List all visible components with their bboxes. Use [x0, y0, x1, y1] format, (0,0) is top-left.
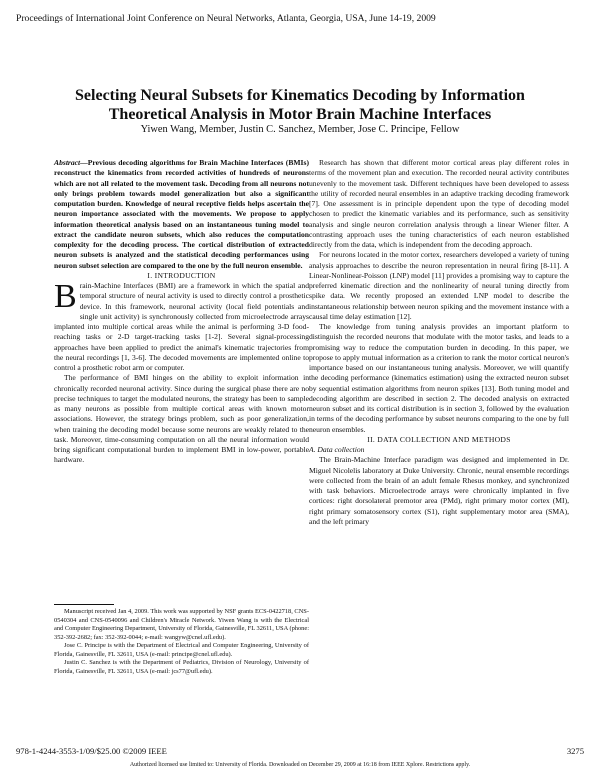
- author-line: Yiwen Wang, Member, Justin C. Sanchez, Member, Jose C. Principe, Fellow: [140, 124, 460, 135]
- section-heading-introduction: I. INTRODUCTION: [147, 270, 216, 280]
- intro-paragraph-1-text: rain-Machine Interfaces (BMI) are a framework in which the spatial and temporal structure of neural activity is used to directly control a prosthetic device. In this framework, neuronal activity (local field potentials and single unit activity) is synchronously collected from microelectrode arrays implanted into multiple cortical areas while the animal is performing 3-D food-reaching tasks or 2-D target-tracking tasks [1-2]. Several signal-processing approaches have been applied to predict the animal's kinematic trajectories from the neural recordings [1, 3-6]. The decoded movements are implemented online to control a prosthetic robot arm or computer.: [54, 281, 309, 372]
- footnote-sanchez: Justin C. Sanchez is with the Department of Pediatrics, Division of Neurology, University of Florida, Gainesville, FL 32611, USA (e-mail: jcs77@ufl.edu).: [54, 659, 309, 675]
- conference-header: Proceedings of International Joint Conference on Neural Networks, Atlanta, Georgia, USA, June 14-19, 2009: [16, 13, 436, 24]
- right-paragraph-2: For neurons located in the motor cortex, researchers developed a variety of tuning analysis approaches to describe the neuron representation in neural firing [8-11]. A Linear-Nonlinear-Poisson (LNP) model [11] provides a promising way to capture the preferred kinematic direction and the nonlinearity of neural tuning directly from spike data. We recently proposed an extended LNP model to describe the instantaneous relationship between neuron spiking and the movement instance with a causal time delay estimation [12].: [309, 250, 569, 321]
- license-notice: Authorized licensed use limited to: University of Florida. Downloaded on December 29, 2009 at 16:18 from IEEE Xplore. Restrictions apply.: [129, 762, 471, 768]
- abstract-text: —Previous decoding algorithms for Brain Machine Interfaces (BMIs) reconstruct the kinematics from recorded activities of hundreds of neurons which are not all related to the movement task. Decoding from all neurons not only brings problem towards model generalization but also a significant computation burden. Knowledge of neural receptive fields helps ascertain the neuron importance associated with the movements. We propose to apply information theoretical analysis based on an instantaneous tuning model to extract the candidate neuron subsets, which also reduces the computation complexity for the decoding process. The cortical distribution of extracted neuron subsets is analyzed and the statistical decoding performances using neuron subset selection are compared to the one by the full neuron ensemble.: [54, 158, 309, 270]
- page-number: 3275: [566, 746, 584, 756]
- intro-paragraph-2: The performance of BMI hinges on the ability to exploit information in chronically recorded neuronal activity. Since during the surgical phase there are no precise techniques to target the modulated neurons, the strategy has been to sample as many neurons as possible from multiple cortical areas with known motor associations. However, the strategy brings problem, such as poor generalization, when training the decoding model because some neurons are weakly related to the task. Moreover, time-consuming computation on all the neural information would bring significant computational burden to implement BMI in low-power, portable hardware.: [54, 373, 309, 465]
- right-paragraph-1: Research has shown that different motor cortical areas play different roles in terms of the movement plan and execution. The recorded neural activity contributes unevenly to the movement task. Different techniques have been developed to assess the utility of recorded neural ensembles in an adaptive tracking decoding framework [7]. One assessment is in principle dependent upon the type of decoding model chosen to predict the kinematic variables and its performance, such as sensitivity analysis and single neuron correlation analysis through a linear Wiener filter. A contrasting approach uses the tuning characteristics of each neuron established directly from the data, which is independent from the decoding approach.: [309, 158, 569, 249]
- paper-title: Selecting Neural Subsets for Kinematics Decoding by Information Theoretical Analysis in Motor Brain Machine Interfaces: [75, 87, 525, 123]
- abstract-label: Abstract: [54, 158, 81, 167]
- left-column: [54, 158, 309, 466]
- footnote-principe: Jose C. Principe is with the Department of Electrical and Computer Engineering, University of Florida, Gainesville, FL 32611, USA (e-mail: principe@cnel.ufl.edu).: [54, 642, 309, 658]
- footnote-rule: [54, 604, 114, 605]
- section-heading-methods: II. DATA COLLECTION AND METHODS: [367, 434, 511, 444]
- footnotes: [54, 604, 309, 676]
- footnote-manuscript: Manuscript received Jan 4, 2009. This work was supported by NSF grants ECS-0422718, CNS-0540304 and CNS-0540096 and Children's Miracle Network. Yiwen Wang is with the Electrical and Computer Engineering Department, University of Florida, Gainesville, FL 32611, USA (phone: 352-392-2682; fax: 352-392-0044; e-mail: wangyw@cnel.ufl.edu).: [54, 608, 309, 641]
- right-column: [309, 158, 569, 527]
- subsection-heading-data-collection: A. Data collection: [309, 445, 365, 454]
- intro-paragraph-1: [54, 278, 309, 373]
- right-paragraph-4: The Brain-Machine Interface paradigm was designed and implemented in Dr. Miguel Nicolelis laboratory at Duke University. Chronic, neural ensemble recordings were collected from the brain of an adult female Rhesus monkey, and synchronized with task behaviors. Microelectrode arrays were chronically implanted in five cortices: right dorsolateral premotor area (PMd), right primary motor cortex (MI), right primary somatosensory cortex (S1), right supplementary motor area (SMA), and the left primary: [309, 455, 569, 526]
- drop-cap: B: [54, 278, 77, 315]
- isbn-copyright: 978-1-4244-3553-1/09/$25.00 ©2009 IEEE: [16, 746, 167, 756]
- abstract: [54, 158, 309, 271]
- right-paragraph-3: The knowledge from tuning analysis provides an important platform to distinguish the recorded neurons that modulate with the motor tasks, and leads to a promising way to reduce the computation burden in decoding. In this paper, we propose to apply mutual information as a criterion to rank the motor cortical neuron's importance based on our instantaneous tuning analysis. Moreover, we will quantify the decoding performance (kinematics estimation) using the extracted neuron subset by sequential estimation algorithms from neuron spikes [13]. Both tuning model and decoding algorithm are described in section 2. The decoded analysis on extracted neuron subset and its cortical distribution is in section 3, followed by the evaluation in terms of the decoding performance by subset neurons comparing to the one by full neuron ensembles.: [309, 322, 569, 434]
